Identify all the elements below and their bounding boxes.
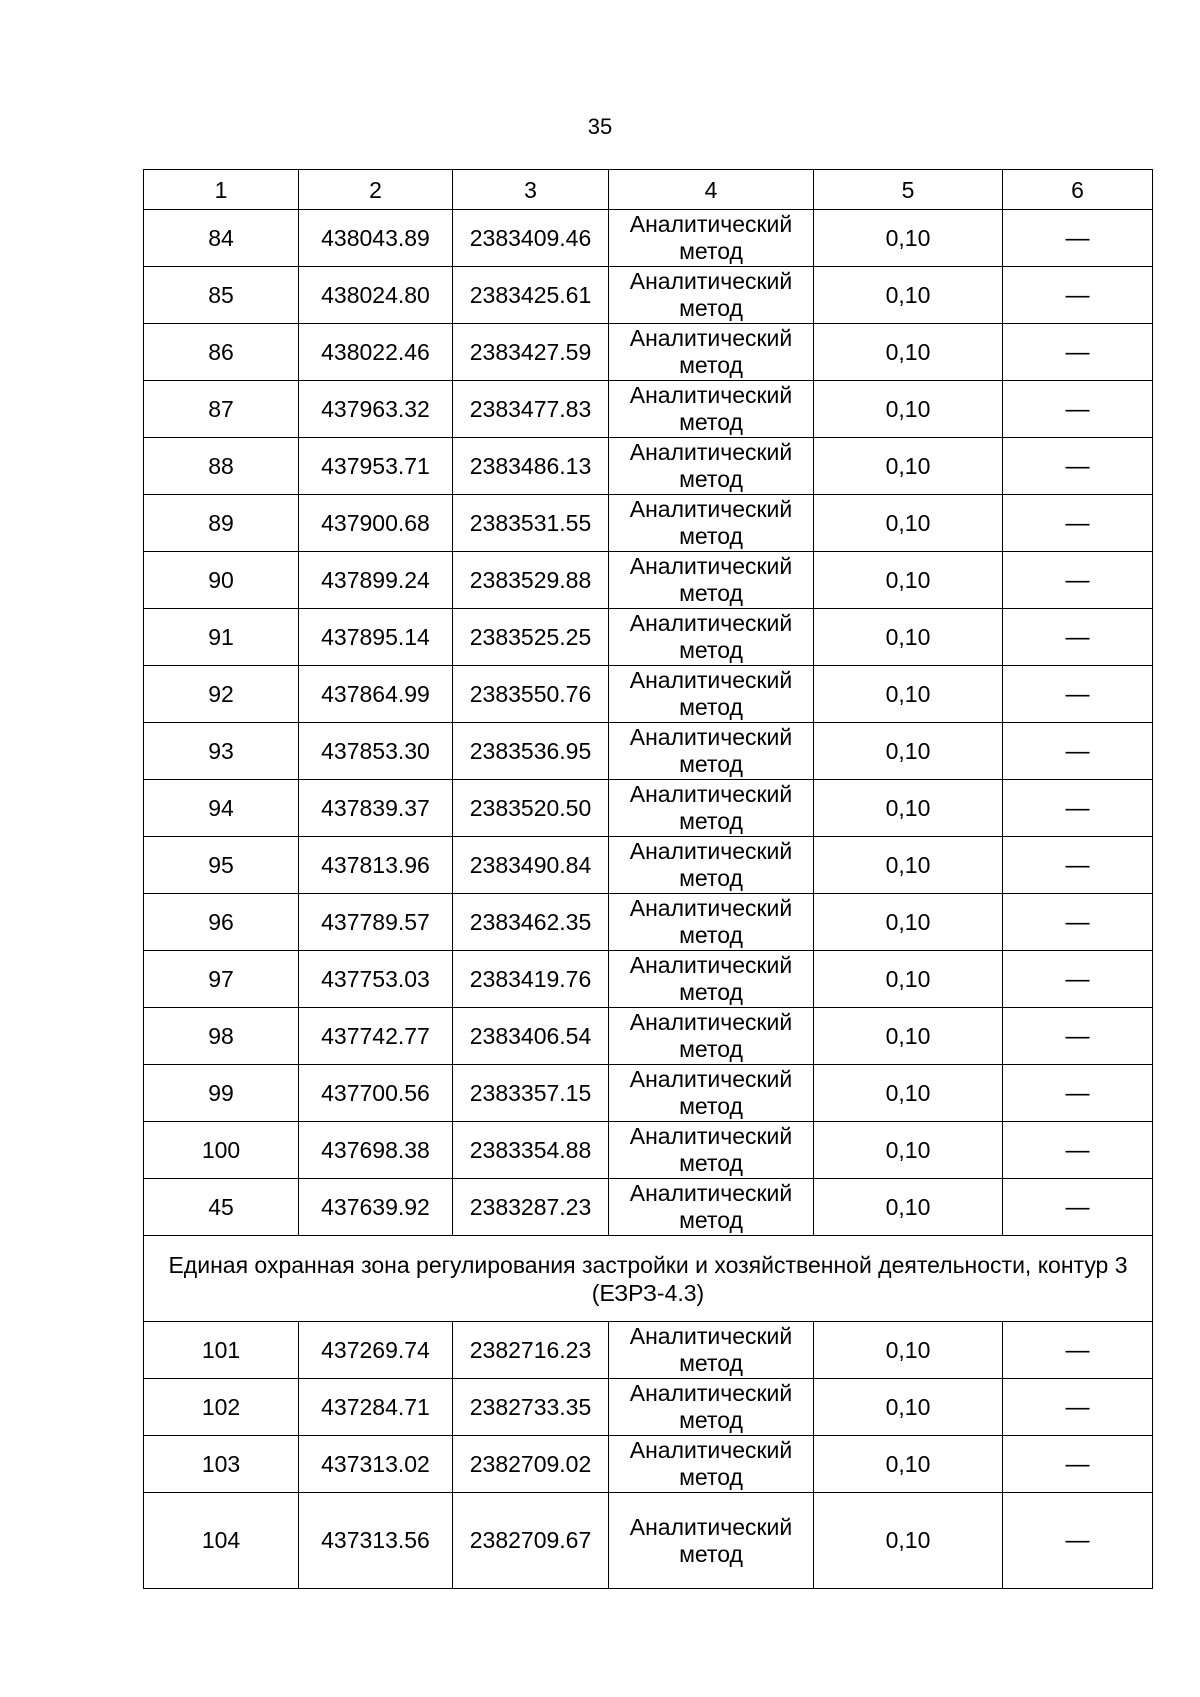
y-coordinate-cell [453,723,609,780]
point-number-cell [144,609,299,666]
x-coordinate-cell [299,951,453,1008]
note-cell [1003,837,1153,894]
accuracy-text: 0,10 [885,623,931,650]
y-coordinate-text: 2383357.15 [469,1079,592,1106]
note-cell [1003,666,1153,723]
point-number-text: 90 [208,566,234,593]
method-cell [609,723,814,780]
point-number-text: 89 [208,509,234,536]
x-coordinate-text: 438024.80 [321,281,430,308]
note-cell [1003,438,1153,495]
x-coordinate-text: 437864.99 [321,680,430,707]
point-number-text: 96 [208,908,234,935]
y-coordinate-cell [453,1379,609,1436]
note-cell [1003,1379,1153,1436]
table-row [144,609,1153,666]
accuracy-cell [814,438,1003,495]
accuracy-cell [814,1379,1003,1436]
note-text: — [1065,1136,1090,1164]
accuracy-text: 0,10 [885,1527,931,1553]
point-number-cell [144,552,299,609]
x-coordinate-text: 437895.14 [321,623,430,650]
method-cell [609,267,814,324]
method-cell [609,1179,814,1236]
point-number-cell [144,438,299,495]
x-coordinate-cell [299,723,453,780]
accuracy-text: 0,10 [885,1079,931,1106]
y-coordinate-cell [453,666,609,723]
note-cell [1003,210,1153,267]
x-coordinate-text: 437742.77 [321,1022,430,1049]
method-text: Аналитический метод [629,268,793,321]
method-text: Аналитический метод [629,724,793,777]
note-cell [1003,552,1153,609]
point-number-cell [144,723,299,780]
point-number-text: 86 [208,338,234,365]
method-text: Аналитический метод [629,1180,793,1233]
point-number-text: 98 [208,1022,234,1049]
note-cell [1003,951,1153,1008]
x-coordinate-text: 437953.71 [321,452,430,479]
y-coordinate-text: 2383427.59 [469,338,592,365]
method-text: Аналитический метод [629,553,793,606]
table-row [144,780,1153,837]
method-text: Аналитический метод [629,496,793,549]
y-coordinate-text: 2382709.02 [469,1450,592,1477]
point-number-cell [144,1493,299,1589]
accuracy-text: 0,10 [885,851,931,878]
point-number-cell [144,666,299,723]
accuracy-cell [814,1322,1003,1379]
y-coordinate-text: 2383486.13 [469,452,592,479]
point-number-text: 104 [201,1527,241,1553]
accuracy-text: 0,10 [885,680,931,707]
y-coordinate-text: 2383425.61 [469,281,592,308]
accuracy-text: 0,10 [885,1393,931,1420]
table-row [144,1008,1153,1065]
header-cell-6: 6 [1003,170,1153,210]
table-row [144,723,1153,780]
note-cell [1003,723,1153,780]
method-cell [609,609,814,666]
x-coordinate-text: 438043.89 [321,224,430,251]
y-coordinate-cell [453,1065,609,1122]
note-text: — [1065,851,1090,879]
accuracy-cell [814,267,1003,324]
y-coordinate-cell [453,1008,609,1065]
note-text: — [1065,1022,1090,1050]
point-number-text: 91 [208,623,234,650]
table-row [144,951,1153,1008]
point-number-cell [144,1122,299,1179]
page-number: 35 [587,114,613,139]
accuracy-cell [814,780,1003,837]
y-coordinate-text: 2383529.88 [469,566,592,593]
y-coordinate-cell [453,1179,609,1236]
method-cell [609,210,814,267]
y-coordinate-text: 2383536.95 [469,737,592,764]
table-row [144,1179,1153,1236]
note-text: — [1065,338,1090,366]
coordinates-table [143,169,1153,1589]
accuracy-cell [814,1436,1003,1493]
accuracy-text: 0,10 [885,1450,931,1477]
table-row [144,267,1153,324]
method-cell [609,381,814,438]
point-number-text: 88 [208,452,234,479]
accuracy-cell [814,1008,1003,1065]
y-coordinate-cell [453,609,609,666]
x-coordinate-text: 437284.71 [321,1393,430,1420]
y-coordinate-cell [453,210,609,267]
accuracy-text: 0,10 [885,1022,931,1049]
y-coordinate-text: 2383409.46 [469,224,592,251]
y-coordinate-cell [453,951,609,1008]
x-coordinate-cell [299,438,453,495]
accuracy-text: 0,10 [885,908,931,935]
method-cell [609,495,814,552]
y-coordinate-text: 2383520.50 [469,794,592,821]
point-number-text: 101 [201,1336,241,1363]
point-number-text: 100 [201,1136,241,1163]
point-number-cell [144,267,299,324]
note-text: — [1065,1079,1090,1107]
accuracy-text: 0,10 [885,794,931,821]
note-text: — [1065,509,1090,537]
note-text: — [1065,281,1090,309]
note-cell [1003,1122,1153,1179]
table-body [144,210,1153,1589]
accuracy-cell [814,1179,1003,1236]
x-coordinate-text: 437839.37 [321,794,430,821]
accuracy-text: 0,10 [885,1336,931,1363]
point-number-cell [144,210,299,267]
table-row [144,210,1153,267]
y-coordinate-cell [453,780,609,837]
point-number-text: 87 [208,395,234,422]
point-number-cell [144,1436,299,1493]
x-coordinate-cell [299,780,453,837]
method-text: Аналитический метод [629,1009,793,1062]
table-row [144,1436,1153,1493]
point-number-text: 103 [201,1450,241,1477]
method-cell [609,1122,814,1179]
note-cell [1003,324,1153,381]
x-coordinate-text: 437313.56 [321,1527,430,1553]
table-row [144,438,1153,495]
method-cell [609,1065,814,1122]
method-cell [609,324,814,381]
note-text: — [1065,395,1090,423]
accuracy-cell [814,951,1003,1008]
accuracy-text: 0,10 [885,1193,931,1220]
point-number-cell [144,780,299,837]
header-cell-4: 4 [609,170,814,210]
x-coordinate-text: 437813.96 [321,851,430,878]
y-coordinate-text: 2383550.76 [469,680,592,707]
method-text: Аналитический метод [629,382,793,435]
table-row [144,894,1153,951]
note-text: — [1065,1450,1090,1478]
x-coordinate-cell [299,666,453,723]
accuracy-cell [814,1493,1003,1589]
method-text: Аналитический метод [629,610,793,663]
point-number-text: 92 [208,680,234,707]
x-coordinate-text: 437639.92 [321,1193,430,1220]
method-text: Аналитический метод [629,781,793,834]
accuracy-cell [814,1122,1003,1179]
accuracy-text: 0,10 [885,395,931,422]
table-row [144,324,1153,381]
y-coordinate-cell [453,381,609,438]
note-text: — [1065,965,1090,993]
method-text: Аналитический метод [629,1380,793,1433]
x-coordinate-cell [299,210,453,267]
method-text: Аналитический метод [629,1323,793,1376]
y-coordinate-text: 2383531.55 [469,509,592,536]
note-cell [1003,1065,1153,1122]
y-coordinate-text: 2382716.23 [469,1336,592,1363]
x-coordinate-cell [299,495,453,552]
method-text: Аналитический метод [629,211,793,264]
method-cell [609,951,814,1008]
accuracy-cell [814,324,1003,381]
x-coordinate-cell [299,1493,453,1589]
point-number-cell [144,837,299,894]
y-coordinate-text: 2383490.84 [469,851,592,878]
note-text: — [1065,680,1090,708]
accuracy-text: 0,10 [885,281,931,308]
note-text: — [1065,737,1090,765]
method-cell [609,666,814,723]
method-text: Аналитический метод [629,1513,793,1567]
point-number-text: 99 [208,1079,234,1106]
note-text: — [1065,623,1090,651]
note-cell [1003,495,1153,552]
table-row [144,1493,1153,1589]
point-number-text: 102 [201,1393,241,1420]
note-text: — [1065,1527,1090,1554]
x-coordinate-cell [299,1379,453,1436]
header-cell-5: 5 [814,170,1003,210]
method-cell [609,1436,814,1493]
table-row [144,1122,1153,1179]
method-text: Аналитический метод [629,838,793,891]
x-coordinate-cell [299,1008,453,1065]
x-coordinate-text: 437963.32 [321,395,430,422]
method-cell [609,438,814,495]
y-coordinate-text: 2383354.88 [469,1136,592,1163]
accuracy-cell [814,1065,1003,1122]
accuracy-text: 0,10 [885,566,931,593]
note-text: — [1065,794,1090,822]
table-row [144,666,1153,723]
method-cell [609,1493,814,1589]
point-number-text: 84 [208,224,234,251]
y-coordinate-cell [453,324,609,381]
y-coordinate-cell [453,837,609,894]
x-coordinate-cell [299,267,453,324]
point-number-cell [144,894,299,951]
point-number-cell [144,495,299,552]
header-cell-3: 3 [453,170,609,210]
y-coordinate-text: 2383406.54 [469,1022,592,1049]
point-number-text: 45 [208,1193,234,1220]
x-coordinate-cell [299,894,453,951]
note-cell [1003,1008,1153,1065]
accuracy-cell [814,894,1003,951]
accuracy-cell [814,552,1003,609]
note-text: — [1065,1193,1090,1221]
y-coordinate-cell [453,894,609,951]
y-coordinate-cell [453,1322,609,1379]
note-cell [1003,1436,1153,1493]
y-coordinate-text: 2382709.67 [469,1527,592,1553]
y-coordinate-text: 2383477.83 [469,395,592,422]
x-coordinate-text: 437900.68 [321,509,430,536]
method-text: Аналитический метод [629,1066,793,1119]
method-text: Аналитический метод [629,895,793,948]
note-cell [1003,381,1153,438]
y-coordinate-cell [453,552,609,609]
method-cell [609,1379,814,1436]
header-row [144,170,1153,210]
point-number-cell [144,1179,299,1236]
point-number-cell [144,951,299,1008]
note-cell [1003,609,1153,666]
method-cell [609,780,814,837]
accuracy-cell [814,837,1003,894]
method-text: Аналитический метод [629,1437,793,1490]
accuracy-cell [814,723,1003,780]
note-cell [1003,1493,1153,1589]
accuracy-cell [814,666,1003,723]
accuracy-text: 0,10 [885,509,931,536]
y-coordinate-cell [453,1493,609,1589]
accuracy-cell [814,381,1003,438]
note-text: — [1065,1336,1090,1364]
x-coordinate-text: 438022.46 [321,338,430,365]
y-coordinate-text: 2383419.76 [469,965,592,992]
point-number-cell [144,324,299,381]
table-row [144,1065,1153,1122]
x-coordinate-cell [299,1179,453,1236]
y-coordinate-text: 2383525.25 [469,623,592,650]
section-title: Единая охранная зона регулирования застройки и хозяйственной деятельности, контур 3 (ЕЗРЗ-4.3) [144,1236,1153,1322]
note-cell [1003,894,1153,951]
y-coordinate-text: 2383287.23 [469,1193,592,1220]
y-coordinate-cell [453,267,609,324]
y-coordinate-cell [453,438,609,495]
point-number-cell [144,1008,299,1065]
method-cell [609,1322,814,1379]
table-row [144,381,1153,438]
x-coordinate-cell [299,1122,453,1179]
point-number-text: 95 [208,851,234,878]
note-text: — [1065,1393,1090,1421]
y-coordinate-cell [453,1122,609,1179]
accuracy-text: 0,10 [885,338,931,365]
note-text: — [1065,224,1090,252]
x-coordinate-text: 437789.57 [321,908,430,935]
method-cell [609,552,814,609]
table-row [144,1322,1153,1379]
note-cell [1003,1322,1153,1379]
point-number-text: 97 [208,965,234,992]
x-coordinate-cell [299,1436,453,1493]
note-text: — [1065,566,1090,594]
x-coordinate-cell [299,837,453,894]
method-cell [609,837,814,894]
point-number-cell [144,1065,299,1122]
accuracy-text: 0,10 [885,737,931,764]
accuracy-text: 0,10 [885,965,931,992]
header-cell-1: 1 [144,170,299,210]
x-coordinate-cell [299,609,453,666]
x-coordinate-text: 437313.02 [321,1450,430,1477]
point-number-cell [144,1322,299,1379]
accuracy-text: 0,10 [885,224,931,251]
table-row [144,495,1153,552]
x-coordinate-text: 437853.30 [321,737,430,764]
x-coordinate-cell [299,552,453,609]
accuracy-text: 0,10 [885,1136,931,1163]
header-cell-2: 2 [299,170,453,210]
note-cell [1003,267,1153,324]
x-coordinate-text: 437700.56 [321,1079,430,1106]
point-number-cell [144,381,299,438]
note-cell [1003,1179,1153,1236]
x-coordinate-text: 437753.03 [321,965,430,992]
x-coordinate-text: 437899.24 [321,566,430,593]
y-coordinate-cell [453,1436,609,1493]
x-coordinate-cell [299,381,453,438]
point-number-cell [144,1379,299,1436]
y-coordinate-cell [453,495,609,552]
y-coordinate-text: 2382733.35 [469,1393,592,1420]
method-text: Аналитический метод [629,325,793,378]
method-text: Аналитический метод [629,439,793,492]
accuracy-text: 0,10 [885,452,931,479]
accuracy-cell [814,609,1003,666]
method-cell [609,894,814,951]
x-coordinate-cell [299,1065,453,1122]
section-row [144,1236,1153,1322]
x-coordinate-text: 437269.74 [321,1336,430,1363]
x-coordinate-cell [299,324,453,381]
note-cell [1003,780,1153,837]
method-text: Аналитический метод [629,952,793,1005]
y-coordinate-text: 2383462.35 [469,908,592,935]
method-text: Аналитический метод [629,667,793,720]
accuracy-cell [814,495,1003,552]
note-text: — [1065,908,1090,936]
table-row [144,1379,1153,1436]
method-text: Аналитический метод [629,1123,793,1176]
point-number-text: 93 [208,737,234,764]
table-row [144,837,1153,894]
point-number-text: 94 [208,794,234,821]
table-row [144,552,1153,609]
method-cell [609,1008,814,1065]
note-text: — [1065,452,1090,480]
x-coordinate-cell [299,1322,453,1379]
accuracy-cell [814,210,1003,267]
point-number-text: 85 [208,281,234,308]
x-coordinate-text: 437698.38 [321,1136,430,1163]
